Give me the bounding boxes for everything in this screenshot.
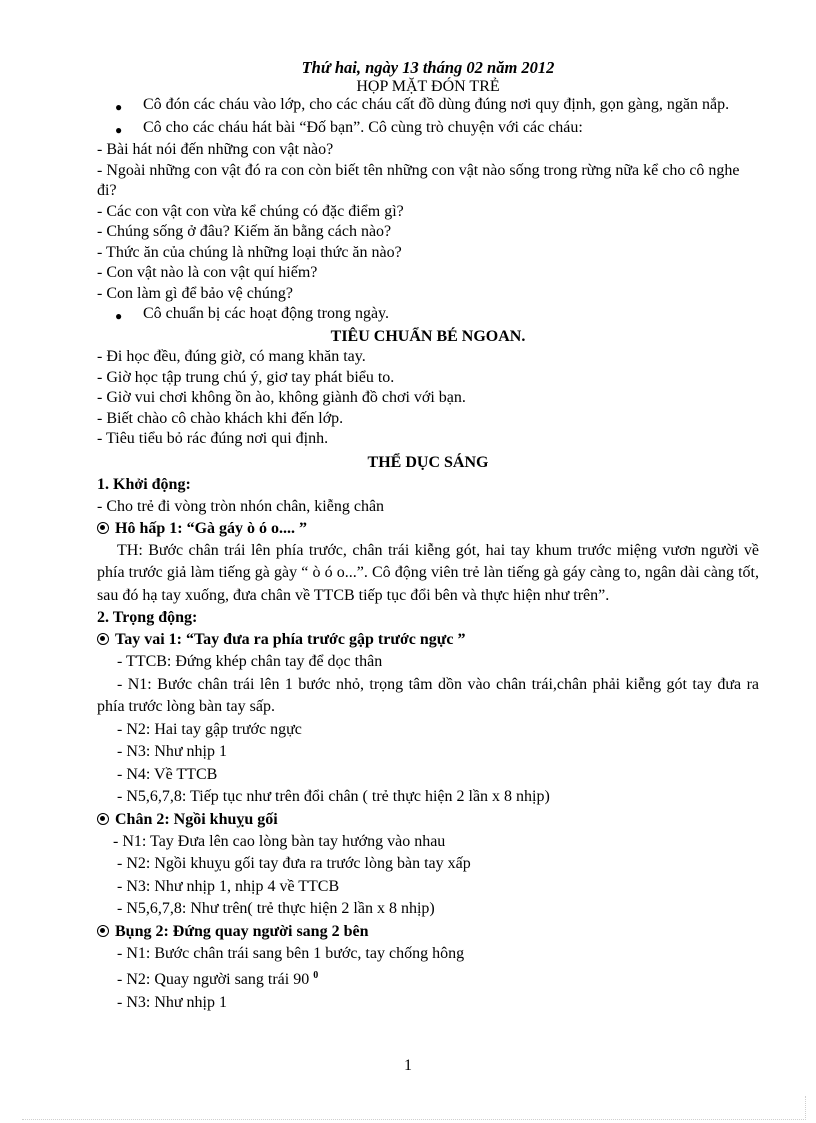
exercise-step: - N5,6,7,8: Như trên( trẻ thực hiện 2 lần x 8 nhịp) bbox=[117, 900, 435, 917]
warmup-heading: 1. Khởi động: bbox=[97, 475, 191, 493]
question-line: - Con làm gì để bảo vệ chúng? bbox=[97, 284, 293, 302]
criteria-line: - Đi học đều, đúng giờ, có mang khăn tay. bbox=[97, 348, 366, 365]
breath-heading: Hô hấp 1: “Gà gáy ò ó o.... ” bbox=[97, 518, 759, 540]
exercise-step: - N3: Như nhịp 1 bbox=[117, 743, 227, 760]
question-line: - Chúng sống ở đâu? Kiếm ăn bằng cách nào? bbox=[97, 223, 392, 240]
bullet-dot-icon: ● bbox=[115, 309, 123, 323]
question-line: - Các con vật con vừa kể chúng có đặc điểm gì? bbox=[97, 202, 404, 220]
criteria-line: - Biết chào cô chào khách khi đến lớp. bbox=[97, 409, 344, 427]
question-line: - Ngoài những con vật đó ra con còn biết tên những con vật nào sống trong rừng nữa kể cho cô nghe đi? bbox=[97, 161, 740, 199]
bullet-circle-icon bbox=[97, 633, 109, 645]
bullet-dot-icon: ● bbox=[115, 122, 123, 137]
exercise-step: - N2: Quay người sang trái 90 $^0$ bbox=[117, 970, 319, 988]
breath-text: TH: Bước chân trái lên phía trước, chân trái kiễng gót, hai tay khum trước miệng vươn người về phía trước giả làm tiếng gà gày “ ò ó o...”. Cô động viên trẻ làn tiếng gà gáy càng to, ngân dài càng tốt, sau đó hạ tay xuống, đưa chân về TTCB tiếp tục đổi bên và thực hiện như trên”. bbox=[97, 541, 759, 604]
main-heading: 2. Trọng động: bbox=[97, 609, 198, 626]
bullet-circle-icon bbox=[97, 813, 109, 825]
bullet-circle-icon bbox=[97, 522, 109, 534]
question-line: - Con vật nào là con vật quí hiếm? bbox=[97, 264, 318, 281]
question-line: - Bài hát nói đến những con vật nào? bbox=[97, 141, 334, 158]
exercise-step: - N1: Bước chân trái sang bên 1 bước, tay chống hông bbox=[117, 944, 465, 962]
exercise-step: - N2: Ngồi khuỵu gối tay đưa ra trước lòng bàn tay xấp bbox=[117, 855, 471, 872]
leg-exercise-heading: Chân 2: Ngồi khuỵu gối bbox=[97, 809, 759, 831]
page-border-corner bbox=[805, 1096, 806, 1120]
bullet-item: ● Cô đón các cháu vào lớp, cho các cháu cất đồ dùng đúng nơi quy định, gọn gàng, ngăn nắp. bbox=[115, 95, 759, 118]
section-title-welcome: HỌP MẶT ĐÓN TRẺ bbox=[356, 78, 500, 95]
belly-exercise-heading: Bụng 2: Đứng quay người sang 2 bên bbox=[97, 921, 759, 943]
question-line: - Thức ăn của chúng là những loại thức ăn nào? bbox=[97, 243, 402, 261]
criteria-line: - Tiêu tiểu bỏ rác đúng nơi qui định. bbox=[97, 430, 329, 447]
exercise-step: - N2: Hai tay gập trước ngực bbox=[117, 720, 302, 738]
bullet-item: ● Cô cho các cháu hát bài “Đố bạn”. Cô cùng trò chuyện với các cháu: bbox=[115, 118, 759, 141]
criteria-line: - Giờ vui chơi không ồn ào, không giành đồ chơi với bạn. bbox=[97, 389, 466, 406]
exercise-step: - N5,6,7,8: Tiếp tục như trên đổi chân ( trẻ thực hiện 2 lần x 8 nhịp) bbox=[117, 788, 550, 805]
warmup-text: - Cho trẻ đi vòng tròn nhón chân, kiễng chân bbox=[97, 497, 385, 515]
bullet-item: ● Cô chuẩn bị các hoạt động trong ngày. bbox=[115, 304, 759, 327]
criteria-line: - Giờ học tập trung chú ý, giơ tay phát biểu to. bbox=[97, 368, 395, 386]
exercise-step: - N3: Như nhịp 1 bbox=[117, 993, 227, 1011]
exercise-step: - N3: Như nhịp 1, nhịp 4 về TTCB bbox=[117, 877, 340, 895]
section-title-morning-exercise: THỂ DỤC SÁNG bbox=[367, 453, 489, 471]
date-line: Thứ hai, ngày 13 tháng 02 năm 2012 bbox=[301, 58, 555, 77]
exercise-step: - TTCB: Đứng khép chân tay để dọc thân bbox=[117, 653, 383, 670]
bullet-circle-icon bbox=[97, 925, 109, 937]
page-border-line bbox=[22, 1119, 806, 1120]
page-number: 1 bbox=[404, 1057, 412, 1074]
section-title-good-child: TIÊU CHUẨN BÉ NGOAN. bbox=[330, 327, 526, 345]
exercise-step: - N1: Tay Đưa lên cao lòng bàn tay hướng vào nhau bbox=[113, 832, 446, 850]
bullet-dot-icon: ● bbox=[115, 100, 123, 114]
exercise-step: - N1: Bước chân trái lên 1 bước nhỏ, trọng tâm dồn vào chân trái,chân phải kiễng gót tay đưa ra phía trước lòng bàn tay sấp. bbox=[97, 675, 759, 715]
arm-exercise-heading: Tay vai 1: “Tay đưa ra phía trước gập trước ngực ” bbox=[97, 629, 759, 651]
exercise-step: - N4: Về TTCB bbox=[117, 765, 218, 783]
degree-mark: 0 bbox=[313, 970, 319, 981]
page-content bbox=[97, 58, 759, 1014]
